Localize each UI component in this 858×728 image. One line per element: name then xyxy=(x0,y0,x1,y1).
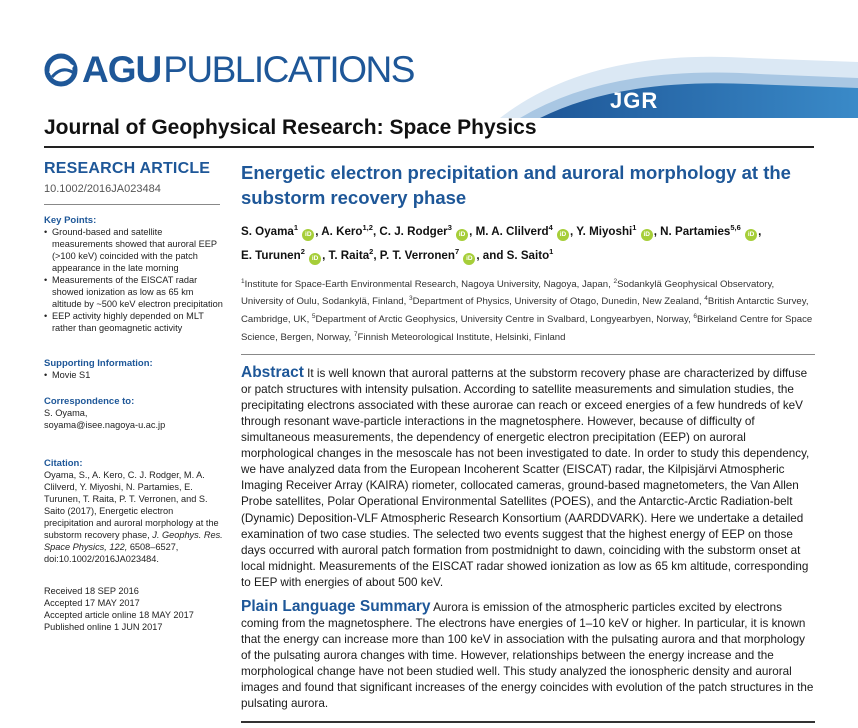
author-entry xyxy=(660,225,761,238)
key-point-item: • Measurements of the EISCAT radar showed ionization as low as 65 km altitude by ~500 keV electron precipitation xyxy=(44,274,224,310)
date-accepted-online: Accepted article online 18 MAY 2017 xyxy=(44,610,194,620)
plain-language-summary-section xyxy=(241,599,815,712)
author-separator: , xyxy=(372,224,380,238)
author-name[interactable]: M. A. Clilverd xyxy=(475,224,549,238)
date-published: Published online 1 JUN 2017 xyxy=(44,622,163,632)
supporting-info-heading: Supporting Information: xyxy=(44,358,153,369)
publisher-header xyxy=(0,0,858,118)
publication-dates xyxy=(44,585,224,633)
author-separator: , xyxy=(469,224,476,238)
author-name[interactable]: S. Oyama xyxy=(241,224,294,238)
author-entry xyxy=(576,225,660,238)
author-name[interactable]: S. Saito xyxy=(506,248,550,262)
affiliation-text: Department of Physics, University of Otago, Dunedin, New Zealand, xyxy=(412,296,705,308)
author-separator: , and xyxy=(476,248,507,262)
orcid-icon[interactable]: iD xyxy=(557,229,569,241)
author-affiliation-ref: 4 xyxy=(548,223,553,232)
article-type: RESEARCH ARTICLE xyxy=(44,160,211,177)
key-points-heading: Key Points: xyxy=(44,215,97,226)
affiliation-text: British Antarctic Survey, Cambridge, UK, xyxy=(241,296,809,326)
orcid-icon[interactable]: iD xyxy=(456,229,468,241)
affiliation-text: Sodankylä Geophysical Observatory, University of Oulu, Sodankylä, Finland, xyxy=(241,278,775,308)
affiliations-divider xyxy=(241,354,815,355)
plain-language-summary-text: Aurora is emission of the atmospheric particles excited by electrons coming from the magnetosphere. The electrons have energies of 1–10 keV or higher. In particular, it is known that the energy can increase more than 100 keV in association with the pulsating aurora and that morphology of the pulsating aurora changes with time. However, relationships between the energy increase and the morphological change have not been studied well. This study analyzed the ionospheric density and auroral images and found that significant increases of the energy coincides with evolution of the patch structures in the pulsating aurora. xyxy=(241,600,814,711)
affiliation-text: Birkeland Centre for Space Science, Bergen, Norway, xyxy=(241,314,813,343)
affiliation-number: 5 xyxy=(311,312,316,320)
author-separator: , xyxy=(569,224,577,238)
affiliation-text: Finnish Meteorological Institute, Helsinki, Finland xyxy=(357,331,566,343)
article-doi[interactable]: 10.1002/2016JA023484 xyxy=(44,183,161,195)
orcid-icon[interactable]: iD xyxy=(302,229,314,241)
author-affiliation-ref: 3 xyxy=(447,223,452,232)
jgr-swoosh-graphic xyxy=(500,48,858,118)
affiliation-number: 6 xyxy=(693,312,698,320)
supporting-info-link[interactable]: • Movie S1 xyxy=(44,369,224,381)
plain-language-summary-heading: Plain Language Summary xyxy=(241,597,431,615)
author-name[interactable]: N. Partamies xyxy=(660,224,731,238)
author-name[interactable]: E. Turunen xyxy=(241,248,301,262)
citation-authors-title: Oyama, S., A. Kero, C. J. Rodger, M. A. Clilverd, Y. Miyoshi, N. Partamies, E. Turunen, T. Raita, P. T. Verronen, and S. Saito (2017), Energetic electron precipitation and auroral morphology at the substorm recovery phase, xyxy=(44,470,219,540)
orcid-icon[interactable]: iD xyxy=(641,229,653,241)
affiliation-number: 3 xyxy=(408,295,413,303)
article-sidebar xyxy=(44,160,224,633)
journal-divider xyxy=(44,146,814,148)
author-entry xyxy=(506,246,554,262)
author-name[interactable]: Y. Miyoshi xyxy=(576,224,633,238)
author-affiliation-ref: 1,2 xyxy=(362,223,373,232)
author-list xyxy=(241,218,815,266)
date-accepted: Accepted 17 MAY 2017 xyxy=(44,598,140,608)
author-name[interactable]: T. Raita xyxy=(328,248,370,262)
affiliation-number: 7 xyxy=(353,330,358,338)
author-name[interactable]: P. T. Verronen xyxy=(379,248,455,262)
author-entry xyxy=(241,225,321,238)
author-affiliation-ref: 2 xyxy=(300,246,305,256)
author-name[interactable]: A. Kero xyxy=(321,224,363,238)
affiliation-list xyxy=(241,275,815,345)
author-entry xyxy=(321,225,379,238)
citation-heading: Citation: xyxy=(44,458,83,469)
author-separator: , xyxy=(373,248,380,262)
author-affiliation-ref: 5,6 xyxy=(730,223,741,232)
author-entry xyxy=(379,246,507,262)
key-points-list xyxy=(44,226,224,334)
affiliation-text: Institute for Space-Earth Environmental Research, Nagoya University, Nagoya, Japan, xyxy=(244,278,614,290)
article-title: Energetic electron precipitation and auroral morphology at the substorm recovery phase xyxy=(241,162,791,208)
correspondence-heading: Correspondence to: xyxy=(44,396,135,407)
logo-agu-text: AGU xyxy=(82,49,162,90)
author-entry xyxy=(379,225,475,238)
author-separator: , xyxy=(322,248,329,262)
affiliation-number: 4 xyxy=(704,295,708,303)
citation-pages-doi[interactable]: 6508–6527, doi:10.1002/2016JA023484. xyxy=(44,542,179,564)
orcid-icon[interactable]: iD xyxy=(309,253,321,265)
agu-publications-logo[interactable] xyxy=(44,50,414,90)
orcid-icon[interactable]: iD xyxy=(463,253,475,265)
affiliation-number: 2 xyxy=(613,277,618,285)
abstract-text: It is well known that auroral patterns at the substorm recovery phase are characterized by diffuse or patch structures with intensity pulsation. According to satellite measurements and simulation studies, the precipitating electrons associated with these aurorae can reach or exceed energies of a few hundreds of keV through resonant wave-particle interactions in the magnetosphere. However, because of difficulty of simultaneous measurements, the dependency of energetic electron precipitation (EEP) on auroral morphological changes in the mesoscale has not been investigated to date. In order to study this dependency, we have analyzed data from the European Incoherent Scatter (EISCAT) radar, the Kilpisjärvi Atmospheric Imaging Receiver Array (KAIRA) riometer, collocated cameras, ground-based magnetometers, the Van Allen Probe satellites, Polar Operational Environmental Satellites (POES), and the Antarctic-Arctic Radiation-belt (Dynamic) Deposition-VLF Atmospheric Research Konsortium (AARDDVARK). Here we undertake a detailed examination of two case studies. The selected two events suggest that the highest energy of EEP on those days occurred with auroral patch formation from postmidnight to dawn, coinciding with the substorm onset at local midnight. Measurements of the EISCAT radar showed ionization as low as 65 km altitude, corresponding to EEP with energies of about 500 keV. xyxy=(241,367,810,589)
correspondence-name: S. Oyama, xyxy=(44,408,88,418)
orcid-icon[interactable]: iD xyxy=(745,229,757,241)
author-affiliation-ref: 1 xyxy=(549,246,554,256)
citation-journal: J. Geophys. Res. Space Physics, 122, xyxy=(44,530,223,552)
author-name[interactable]: C. J. Rodger xyxy=(379,224,448,238)
jgr-badge: JGR xyxy=(610,88,659,113)
date-received: Received 18 SEP 2016 xyxy=(44,586,139,596)
author-affiliation-ref: 1 xyxy=(632,223,637,232)
key-point-item: • EEP activity highly depended on MLT rather than geomagnetic activity xyxy=(44,310,224,334)
supporting-info-list xyxy=(44,369,224,381)
article-main xyxy=(241,160,815,712)
author-affiliation-ref: 2 xyxy=(369,246,374,256)
author-affiliation-ref: 1 xyxy=(293,223,299,232)
author-affiliation-ref: 7 xyxy=(454,246,460,256)
key-point-item: • Ground-based and satellite measurements showed that auroral EEP (>100 keV) coincided with the patch appearance in the late morning xyxy=(44,226,224,274)
sidebar-divider xyxy=(44,204,220,205)
author-separator: , xyxy=(758,224,762,238)
author-separator: , xyxy=(315,224,322,238)
author-entry xyxy=(241,246,329,262)
bottom-divider xyxy=(241,721,815,723)
author-entry xyxy=(476,225,577,238)
abstract-section xyxy=(241,365,815,591)
affiliation-text: Department of Arctic Geophysics, University Centre in Svalbard, Longyearbyen, Norway, xyxy=(315,314,694,326)
correspondence-email[interactable]: soyama@isee.nagoya-u.ac.jp xyxy=(44,420,166,430)
author-separator: , xyxy=(653,224,661,238)
logo-publications-text: PUBLICATIONS xyxy=(163,49,414,90)
abstract-heading: Abstract xyxy=(241,364,304,382)
citation-text xyxy=(44,469,224,565)
affiliation-number: 1 xyxy=(241,277,245,285)
journal-title: Journal of Geophysical Research: Space Physics xyxy=(44,116,537,139)
agu-globe-icon xyxy=(44,53,80,87)
author-entry xyxy=(328,246,380,262)
